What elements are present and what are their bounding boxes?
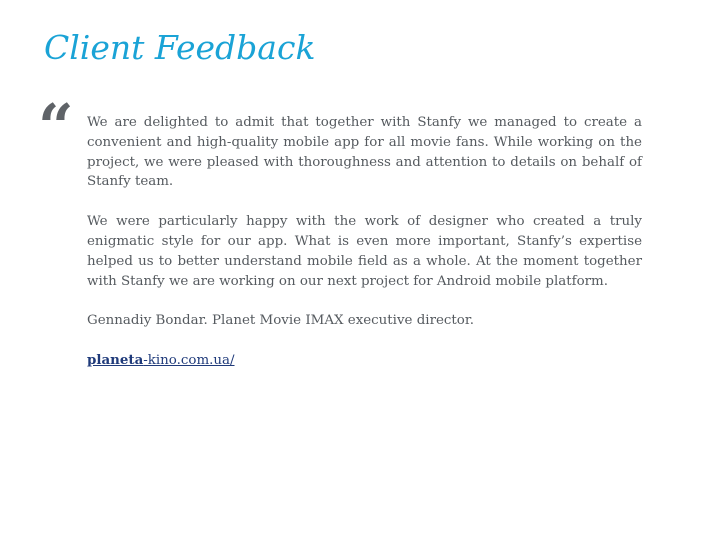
slide-title: Client Feedback xyxy=(44,28,316,67)
website-link-line xyxy=(87,351,642,371)
quote-mark-icon: “ xyxy=(38,90,74,163)
testimonial-paragraph-1: We are delighted to admit that together with Stanfy we managed to create a convenient and high-quality mobile app for all movie fans. While working on the project, we were pleased with thoroughness and attention to details on behalf of Stanfy team. xyxy=(87,115,642,190)
website-link-bold: planeta xyxy=(87,352,144,369)
website-link[interactable] xyxy=(87,353,235,368)
testimonial-paragraph-2: We were particularly happy with the work of designer who created a truly enigmatic style for our app. What is even more important, Stanfy’s expertise helped us to better understand mobile field as a whole. At the moment together with Stanfy we are working on our next project for Android mobile platform. xyxy=(87,214,642,289)
testimonial-body xyxy=(87,113,642,371)
website-link-rest: -kino.com.ua/ xyxy=(143,353,235,369)
testimonial-signature: Gennadiy Bondar. Planet Movie IMAX executive director. xyxy=(87,313,475,329)
